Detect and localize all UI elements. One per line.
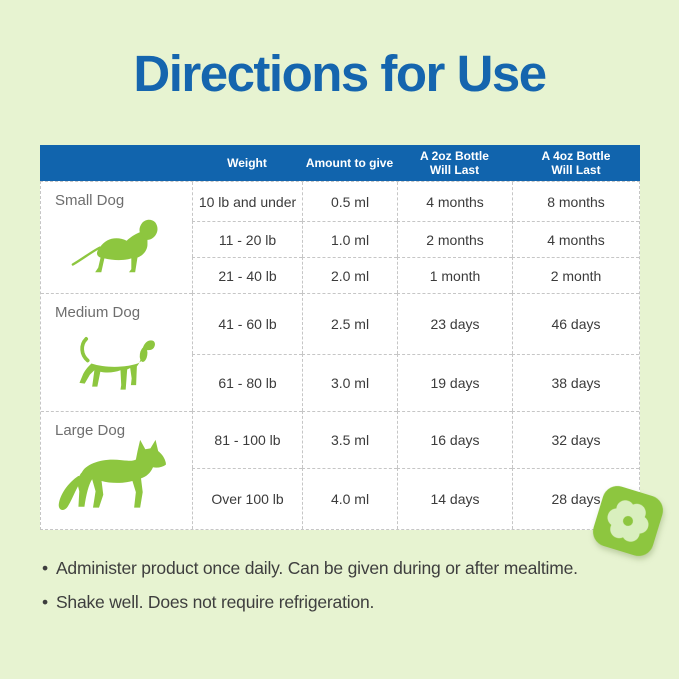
column-header-4oz-bottle: [512, 145, 640, 181]
note-text: Administer product once daily. Can be given during or after mealtime.: [55, 558, 578, 578]
group-label-small-dog: Small Dog: [55, 192, 125, 209]
bullet-icon: •: [42, 592, 48, 612]
cell-2oz-duration: 14 days: [397, 468, 512, 529]
usage-notes: [42, 558, 666, 626]
cell-amount: 0.5 ml: [302, 182, 397, 221]
cell-4oz-duration: 38 days: [512, 354, 639, 411]
column-header-2oz-line2: Will Last: [429, 163, 480, 177]
cell-4oz-duration: 32 days: [512, 411, 639, 468]
cell-2oz-duration: 16 days: [397, 411, 512, 468]
dosage-table: [40, 145, 640, 530]
husky-icon: [51, 426, 171, 524]
table-body: [40, 181, 640, 530]
page-title: Directions for Use: [133, 45, 546, 102]
dog-group-small: [41, 182, 192, 293]
cell-weight: 81 - 100 lb: [192, 411, 302, 468]
cell-amount: 3.0 ml: [302, 354, 397, 411]
group-label-medium-dog: Medium Dog: [55, 304, 141, 321]
dachshund-icon: [69, 204, 169, 282]
beagle-icon: [75, 316, 157, 408]
cell-weight: 41 - 60 lb: [192, 293, 302, 354]
column-header-4oz-line2: Will Last: [551, 163, 601, 177]
column-header-2oz-line1: A 2oz Bottle: [420, 148, 489, 163]
note-item: [42, 558, 666, 579]
cell-2oz-duration: 2 months: [397, 221, 512, 257]
column-header-weight: Weight: [227, 155, 267, 170]
bullet-icon: •: [42, 558, 48, 578]
cell-amount: 2.0 ml: [302, 257, 397, 293]
cell-amount: 4.0 ml: [302, 468, 397, 529]
column-header-2oz-bottle: [397, 145, 512, 181]
group-label-large-dog: Large Dog: [55, 422, 126, 439]
cell-2oz-duration: 1 month: [397, 257, 512, 293]
note-item: [42, 592, 666, 613]
cell-4oz-duration: 46 days: [512, 293, 639, 354]
note-text: Shake well. Does not require refrigeration.: [55, 592, 375, 612]
cell-weight: 61 - 80 lb: [192, 354, 302, 411]
cell-weight: 11 - 20 lb: [192, 221, 302, 257]
column-header-dog-type: [40, 145, 192, 181]
cell-4oz-duration: 28 days: [512, 468, 639, 529]
cell-4oz-duration: 4 months: [512, 221, 639, 257]
column-header-4oz-line1: A 4oz Bottle: [541, 148, 611, 163]
cell-4oz-duration: 2 month: [512, 257, 639, 293]
cell-weight: 21 - 40 lb: [192, 257, 302, 293]
cell-amount: 1.0 ml: [302, 221, 397, 257]
cell-weight: Over 100 lb: [192, 468, 302, 529]
cell-amount: 3.5 ml: [302, 411, 397, 468]
cell-4oz-duration: 8 months: [512, 182, 639, 221]
cell-weight: 10 lb and under: [192, 182, 302, 221]
dog-group-large: [41, 411, 192, 529]
cell-2oz-duration: 19 days: [397, 354, 512, 411]
dog-group-medium: [41, 293, 192, 411]
cell-2oz-duration: 4 months: [397, 182, 512, 221]
table-header-row: [40, 145, 640, 181]
column-header-amount: Amount to give: [305, 155, 394, 170]
cell-amount: 2.5 ml: [302, 293, 397, 354]
cell-2oz-duration: 23 days: [397, 293, 512, 354]
